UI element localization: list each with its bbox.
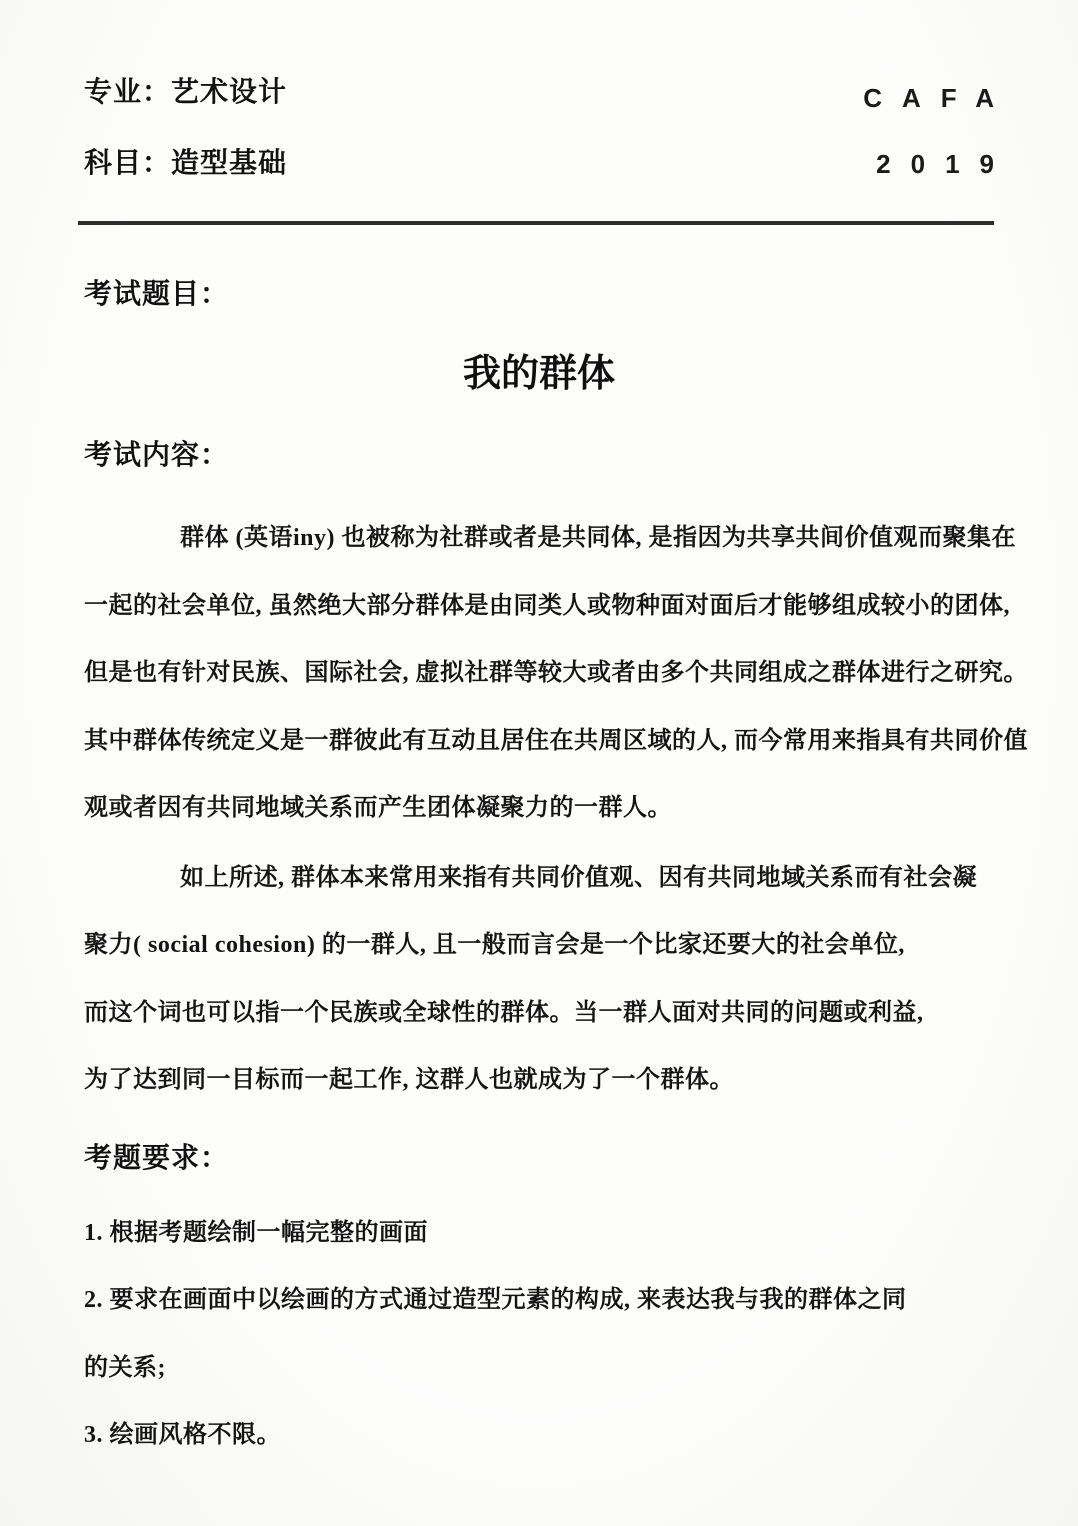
header-divider xyxy=(78,221,994,225)
paragraph-line: 群体 (英语iny) 也被称为社群或者是共同体, 是指因为共享共间价值观而聚集在 xyxy=(180,525,1016,551)
major-label: 专业：艺术设计 xyxy=(84,76,288,107)
subject-label: 科目：造型基础 xyxy=(84,147,288,178)
paragraph-line: 为了达到同一目标而一起工作, 这群人也就成为了一个群体。 xyxy=(84,1067,734,1093)
paragraph-line: 如上所述, 群体本来常用来指有共同价值观、因有共同地域关系而有社会凝 xyxy=(180,864,977,891)
paragraph-line: 聚力( social cohesion) 的一群人, 且一般而言会是一个比家还要大的社会单位, xyxy=(84,932,905,958)
requirement-item-continuation: 的关系; xyxy=(84,1354,166,1381)
topic-label: 考试题目： xyxy=(84,278,230,309)
paragraph-line: 观或者因有共同地域关系而产生团体凝聚力的一群人。 xyxy=(84,795,672,821)
paragraph-line: 其中群体传统定义是一群彼此有互动且居住在共周区域的人, 而今常用来指具有共同价值 xyxy=(84,727,1028,754)
exam-year: 2019 xyxy=(876,149,1014,179)
page-header xyxy=(84,76,1014,179)
org-abbreviation: CAFA xyxy=(863,83,1014,113)
content-paragraph-1 xyxy=(84,505,1028,843)
exam-title: 我的群体 xyxy=(462,353,615,395)
header-right xyxy=(863,76,1014,179)
content-paragraph-2 xyxy=(84,845,994,1115)
header-left xyxy=(84,76,287,179)
paragraph-line: 而这个词也可以指一个民族或全球性的群体。当一群人面对共同的问题或利益, xyxy=(84,999,924,1026)
paragraph-line: 一起的社会单位, 虽然绝大部分群体是由同类人或物种面对面后才能够组成较小的团体, xyxy=(84,592,1010,619)
content-label: 考试内容： xyxy=(84,439,230,470)
requirement-item: 2. 要求在画面中以绘画的方式通过造型元素的构成, 来表达我与我的群体之同 xyxy=(84,1287,907,1313)
requirements-list xyxy=(84,1200,994,1470)
requirement-item: 1. 根据考题绘制一幅完整的画面 xyxy=(84,1219,428,1246)
paragraph-line: 但是也有针对民族、国际社会, 虚拟社群等较大或者由多个共同组成之群体进行之研究。 xyxy=(84,660,1028,686)
requirement-item: 3. 绘画风格不限。 xyxy=(84,1422,281,1448)
requirements-label: 考题要求： xyxy=(84,1141,230,1173)
